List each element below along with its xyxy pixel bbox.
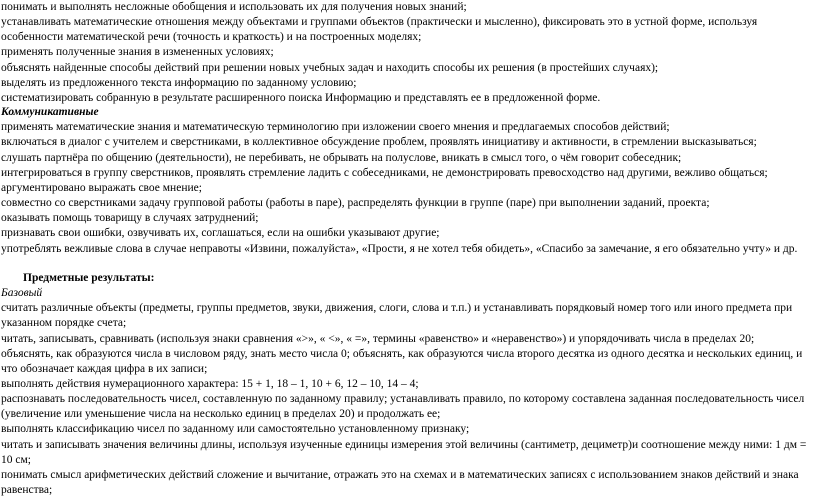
text-line: понимать смысл арифметических действий сложение и вычитание, отражать это на схемах и в математических записях с использованием знаков действий и знака [1, 469, 799, 481]
text-line: систематизировать собранную в результате расширенного поиска Информацию и представлять ее в предложенной форме. [1, 92, 601, 104]
text-line: аргументировано выражать свое мнение; [1, 182, 202, 194]
text-line: слушать партнёра по общению (деятельности), не перебивать, не обрывать на полуслове, вникать в смысл того, о чём говорит собеседник; [1, 152, 682, 164]
section-heading-communicative: Коммуникативные [1, 106, 99, 118]
text-line: признавать свои ошибки, озвучивать их, соглашаться, если на ошибки указывают другие; [1, 227, 440, 239]
text-line: применять полученные знания в измененных условиях; [1, 46, 274, 58]
text-line: оказывать помощь товарищу в случаях затруднений; [1, 212, 259, 224]
text-line: считать различные объекты (предметы, группы предметов, звуки, движения, слоги, слова и т.п.) и устанавливать порядковый номер того или иного предмета при [1, 302, 793, 314]
text-line: объяснять найденные способы действий при решении новых учебных задач и находить способы их решения (в простейших случаях); [1, 62, 659, 74]
subsection-label-basic: Базовый [1, 287, 43, 299]
text-line: объяснять, как образуются числа в числовом ряду, знать место числа 0; объяснять, как образуются числа второго десятка из одного десятка и нескольких единиц, и [1, 348, 803, 360]
text-line: распознавать последовательность чисел, составленную по заданному правилу; устанавливать правило, по которому составлена заданная последовательность чисел [1, 393, 805, 405]
text-line: применять математические знания и математическую терминологию при изложении своего мнения и предлагаемых способов действий; [1, 121, 670, 133]
text-line: совместно со сверстниками задачу групповой работы (работы в паре), распределять функции в группе (паре) при выполнении заданий, проекта; [1, 197, 710, 209]
text-line: выделять из предложенного текста информацию по заданному условию; [1, 77, 357, 89]
text-line: интегрироваться в группу сверстников, проявлять стремление ладить с собеседниками, не демонстрировать превосходство над другими, вежливо общаться; [1, 167, 768, 179]
text-line: (увеличение или уменьшение числа на несколько единиц в пределах 20) и продолжать ее; [1, 408, 441, 420]
text-line: читать и записывать значения величины длины, используя изученные единицы измерения этой величины (сантиметр, дециметр)и соотношение между ними: 1 дм = [1, 439, 807, 451]
text-line: 10 см; [1, 454, 31, 466]
text-line: выполнять классификацию чисел по заданному или самостоятельно установленному признаку; [1, 423, 470, 435]
text-line: выполнять действия нумерационного характера: 15 + 1, 18 – 1, 10 + 6, 12 – 10, 14 – 4; [1, 378, 419, 390]
text-line: читать, записывать, сравнивать (используя знаки сравнения «>», « <», « =», термины «равенство» и «неравенство») и упорядочивать числа в пределах 20; [1, 333, 755, 345]
text-line: включаться в диалог с учителем и сверстниками, в коллективное обсуждение проблем, проявлять инициативу и активности, в стремлении высказываться; [1, 136, 757, 148]
text-line: указанном порядке счета; [1, 317, 127, 329]
text-line: употреблять вежливые слова в случае неправоты «Извини, пожалуйста», «Прости, я не хотел тебя обидеть», «Спасибо за замечание, я его обязательно учту» и др. [1, 243, 798, 255]
text-line: равенства; [1, 484, 53, 496]
text-line: что обозначает каждая цифра в их записи; [1, 363, 208, 375]
text-line: устанавливать математические отношения между объектами и группами объектов (практически и мысленно), фиксировать это в устной форме, используя [1, 16, 758, 28]
section-heading-subject-results: Предметные результаты: [23, 272, 155, 284]
text-line: понимать и выполнять несложные обобщения и использовать их для получения новых знаний; [1, 1, 467, 13]
text-line: особенности математической речи (точность и краткость) и на построенных моделях; [1, 31, 422, 43]
